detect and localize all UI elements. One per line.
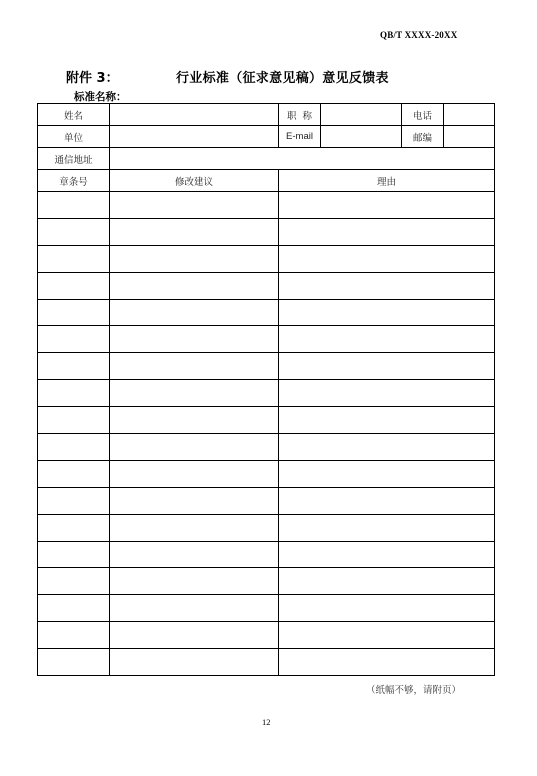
document-code: QB/T XXXX-20XX <box>380 30 458 40</box>
suggestion-row <box>38 326 495 353</box>
suggestion-row <box>38 380 495 407</box>
reason-cell[interactable] <box>279 353 495 380</box>
suggestion-cell[interactable] <box>110 434 279 461</box>
postcode-label: 邮编 <box>402 126 444 148</box>
suggestion-row <box>38 622 495 649</box>
reason-cell[interactable] <box>279 541 495 568</box>
suggestion-row <box>38 272 495 299</box>
reason-cell[interactable] <box>279 326 495 353</box>
suggestion-cell[interactable] <box>110 272 279 299</box>
footer-note: （纸幅不够，请附页） <box>366 685 462 696</box>
suggestion-row <box>38 514 495 541</box>
reason-cell[interactable] <box>279 487 495 514</box>
standard-name-label: 标准名称： <box>74 91 127 103</box>
feedback-form <box>37 103 495 676</box>
suggestion-row <box>38 192 495 219</box>
reason-column-header: 理由 <box>279 170 495 192</box>
suggestion-cell[interactable] <box>110 407 279 434</box>
clause-cell[interactable] <box>38 541 110 568</box>
clause-cell[interactable] <box>38 272 110 299</box>
clause-column-header: 章条号 <box>38 170 110 192</box>
reason-cell[interactable] <box>279 622 495 649</box>
suggestion-row <box>38 299 495 326</box>
reason-cell[interactable] <box>279 272 495 299</box>
unit-input-cell[interactable] <box>110 126 279 148</box>
clause-cell[interactable] <box>38 487 110 514</box>
reason-cell[interactable] <box>279 514 495 541</box>
suggestion-cell[interactable] <box>110 192 279 219</box>
contact-row-name <box>38 104 495 126</box>
reason-cell[interactable] <box>279 380 495 407</box>
reason-cell[interactable] <box>279 568 495 595</box>
suggestion-cell[interactable] <box>110 595 279 622</box>
suggestion-cell[interactable] <box>110 541 279 568</box>
suggestion-cell[interactable] <box>110 245 279 272</box>
clause-cell[interactable] <box>38 353 110 380</box>
form-title: 行业标准（征求意见稿）意见反馈表 <box>176 71 389 86</box>
suggestion-row <box>38 595 495 622</box>
clause-cell[interactable] <box>38 460 110 487</box>
suggestion-row <box>38 353 495 380</box>
suggestion-row <box>38 407 495 434</box>
email-label: E-mail <box>279 126 321 148</box>
postcode-input-cell[interactable] <box>444 126 495 148</box>
clause-cell[interactable] <box>38 299 110 326</box>
suggestion-cell[interactable] <box>110 622 279 649</box>
clause-cell[interactable] <box>38 380 110 407</box>
suggestion-cell[interactable] <box>110 514 279 541</box>
suggestion-cell[interactable] <box>110 568 279 595</box>
attachment-label: 附件 3： <box>66 71 119 86</box>
suggestion-row <box>38 568 495 595</box>
suggestion-row <box>38 649 495 676</box>
clause-cell[interactable] <box>38 192 110 219</box>
reason-cell[interactable] <box>279 434 495 461</box>
clause-cell[interactable] <box>38 434 110 461</box>
clause-cell[interactable] <box>38 622 110 649</box>
contact-row-unit <box>38 126 495 148</box>
reason-cell[interactable] <box>279 649 495 676</box>
suggestion-row <box>38 245 495 272</box>
clause-cell[interactable] <box>38 649 110 676</box>
suggestion-row <box>38 460 495 487</box>
unit-label: 单位 <box>38 126 110 148</box>
clause-cell[interactable] <box>38 595 110 622</box>
suggestion-cell[interactable] <box>110 460 279 487</box>
name-input-cell[interactable] <box>110 104 279 126</box>
clause-cell[interactable] <box>38 568 110 595</box>
suggestion-cell[interactable] <box>110 353 279 380</box>
phone-label: 电话 <box>402 104 444 126</box>
clause-cell[interactable] <box>38 514 110 541</box>
suggestion-cell[interactable] <box>110 380 279 407</box>
phone-input-cell[interactable] <box>444 104 495 126</box>
suggestion-cell[interactable] <box>110 649 279 676</box>
clause-cell[interactable] <box>38 218 110 245</box>
reason-cell[interactable] <box>279 595 495 622</box>
page-number: 12 <box>262 717 271 727</box>
suggestion-row <box>38 487 495 514</box>
suggestion-row <box>38 541 495 568</box>
reason-cell[interactable] <box>279 192 495 219</box>
clause-cell[interactable] <box>38 407 110 434</box>
suggestion-cell[interactable] <box>110 326 279 353</box>
suggestion-cell[interactable] <box>110 218 279 245</box>
position-label: 职 称 <box>286 110 313 122</box>
position-input-cell[interactable] <box>321 104 402 126</box>
reason-cell[interactable] <box>279 218 495 245</box>
position-label-cell <box>279 104 321 126</box>
reason-cell[interactable] <box>279 299 495 326</box>
suggestion-cell[interactable] <box>110 299 279 326</box>
email-input-cell[interactable] <box>321 126 402 148</box>
name-label: 姓名 <box>38 104 110 126</box>
suggestion-row <box>38 218 495 245</box>
reason-cell[interactable] <box>279 407 495 434</box>
suggestion-header-row <box>38 170 495 192</box>
reason-cell[interactable] <box>279 460 495 487</box>
clause-cell[interactable] <box>38 326 110 353</box>
address-input-cell[interactable] <box>110 148 495 170</box>
suggestion-column-header: 修改建议 <box>110 170 279 192</box>
contact-row-address <box>38 148 495 170</box>
reason-cell[interactable] <box>279 245 495 272</box>
clause-cell[interactable] <box>38 245 110 272</box>
suggestion-row <box>38 434 495 461</box>
address-label: 通信地址 <box>38 148 110 170</box>
suggestion-cell[interactable] <box>110 487 279 514</box>
